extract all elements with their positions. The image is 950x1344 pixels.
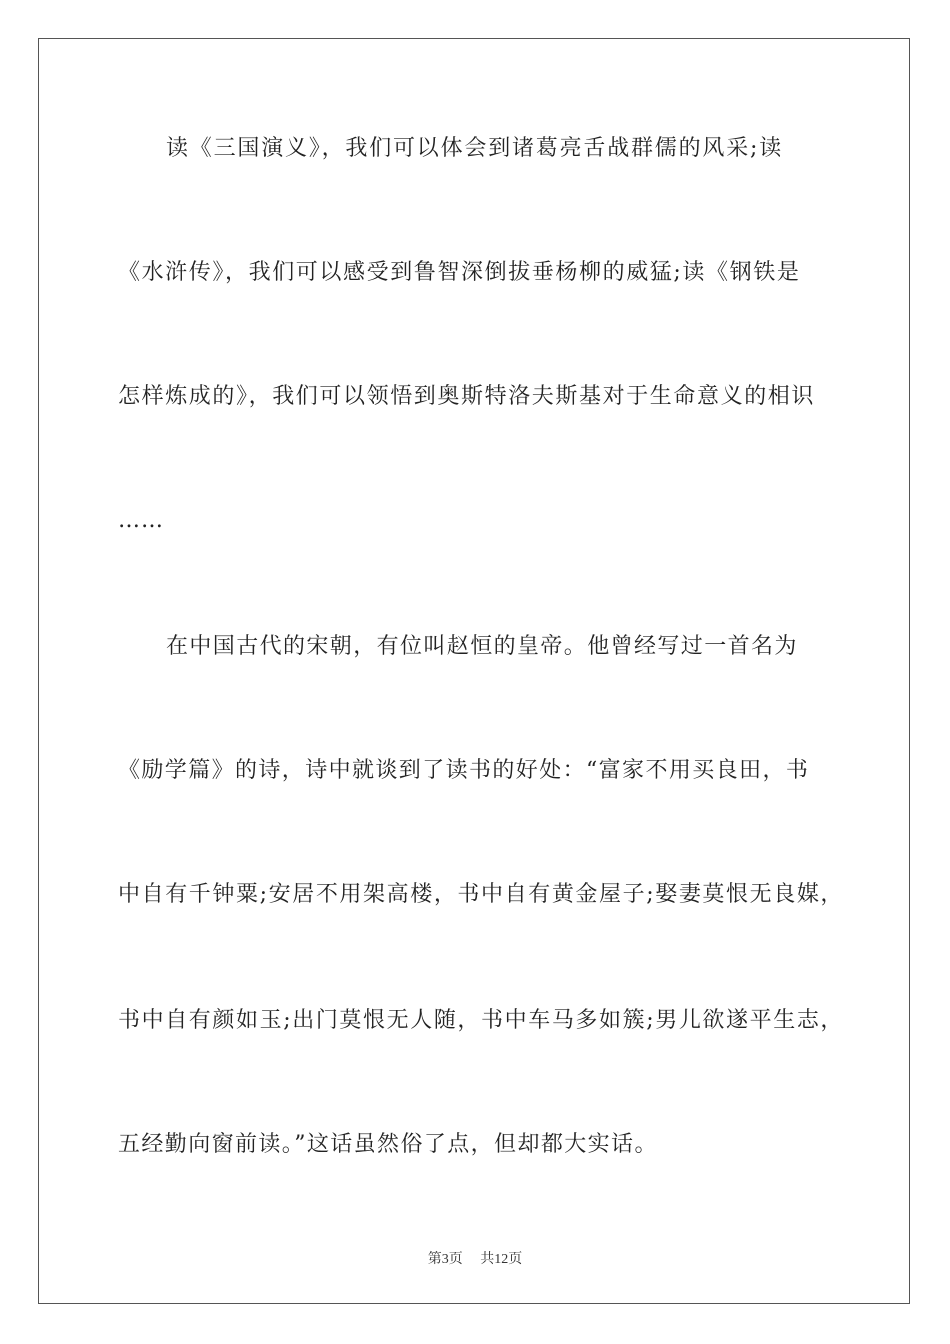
paragraph-1-line-1: 读《三国演义》，我们可以体会到诸葛亮舌战群儒的风采;读: [166, 136, 784, 161]
paragraph-1-line-4: ……: [118, 508, 164, 533]
page-border: [38, 38, 910, 1304]
paragraph-1-line-3: 怎样炼成的》，我们可以领悟到奥斯特洛夫斯基对于生命意义的相识: [118, 384, 816, 409]
paragraph-2-line-3: 中自有千钟粟;安居不用架高楼，书中自有黄金屋子;娶妻莫恨无良媒，: [118, 882, 845, 907]
paragraph-2-line-5: 五经勤向窗前读。”这话虽然俗了点，但却都大实话。: [118, 1132, 658, 1157]
page-number: 第3页: [427, 1252, 463, 1267]
page-total: 共12页: [480, 1252, 523, 1267]
paragraph-2-line-4: 书中自有颜如玉;出门莫恨无人随，书中车马多如簇;男儿欲遂平生志，: [118, 1008, 845, 1033]
paragraph-2-line-1: 在中国古代的宋朝，有位叫赵恒的皇帝。他曾经写过一首名为: [166, 634, 798, 659]
paragraph-1-line-2: 《水浒传》，我们可以感受到鲁智深倒拔垂杨柳的威猛;读《钢铁是: [118, 260, 801, 285]
page-footer: [0, 1248, 950, 1268]
paragraph-2-line-2: 《励学篇》的诗，诗中就谈到了读书的好处：“富家不用买良田，书: [118, 758, 810, 783]
